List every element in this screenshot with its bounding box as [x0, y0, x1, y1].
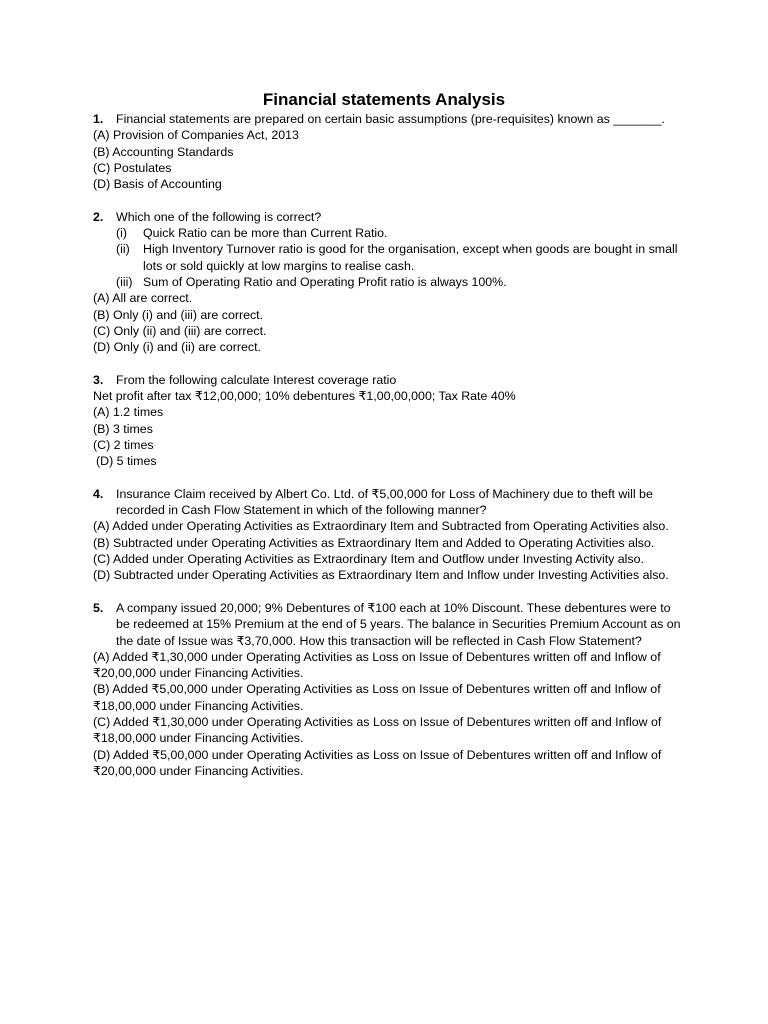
option-d: (D) 5 times: [96, 454, 157, 469]
option-c: (C) Added under Operating Activities as Extraordinary Item and Outflow under Investing Activity also.: [93, 552, 644, 567]
question-5: [93, 600, 683, 779]
option-c: (C) Only (ii) and (iii) are correct.: [93, 323, 267, 338]
question-number: 3.: [93, 372, 104, 387]
question-number: 4.: [93, 486, 104, 501]
option-b: (B) Added ₹5,00,000 under Operating Activities as Loss on Issue of Debentures written off and Inflow of ₹18,00,000 under Financing Activities.: [93, 682, 661, 713]
option-b: (B) 3 times: [93, 421, 153, 436]
option-d: (D) Subtracted under Operating Activities as Extraordinary Item and Inflow under Investing Activities also.: [93, 568, 669, 583]
question-data: Net profit after tax ₹12,00,000; 10% debentures ₹1,00,00,000; Tax Rate 40%: [93, 389, 516, 404]
option-a: (A) Provision of Companies Act, 2013: [93, 128, 299, 143]
question-number: 2.: [93, 209, 104, 224]
question-text: Insurance Claim received by Albert Co. Ltd. of ₹5,00,000 for Loss of Machinery due to theft will be recorded in Cash Flow Statement in which of the following manner?: [116, 486, 653, 518]
option-d: (D) Basis of Accounting: [93, 177, 222, 192]
option-b: (B) Accounting Standards: [93, 144, 234, 159]
question-text: Which one of the following is correct?: [116, 209, 322, 224]
statement-number: (i): [116, 226, 128, 241]
option-d: (D) Only (i) and (ii) are correct.: [93, 340, 261, 355]
question-text: From the following calculate Interest coverage ratio: [116, 372, 397, 387]
question-text: Financial statements are prepared on certain basic assumptions (pre-requisites) known as _______.: [116, 112, 665, 126]
document-title: Financial statements Analysis: [262, 90, 506, 109]
option-a: (A) All are correct.: [93, 291, 193, 306]
option-c: (C) 2 times: [93, 437, 154, 452]
question-list: [93, 111, 683, 779]
option-c: (C) Postulates: [93, 160, 172, 175]
option-a: (A) Added ₹1,30,000 under Operating Activities as Loss on Issue of Debentures written off and Inflow of ₹20,00,000 under Financing Activities.: [93, 649, 661, 681]
statement-ii: [93, 241, 683, 274]
question-3: [93, 372, 683, 470]
option-a: (A) Added under Operating Activities as Extraordinary Item and Subtracted from Operating Activities also.: [93, 519, 669, 534]
statement-i: [93, 225, 683, 241]
statement-text: Quick Ratio can be more than Current Ratio.: [143, 226, 388, 241]
question-4: [93, 486, 683, 584]
option-b: (B) Subtracted under Operating Activities as Extraordinary Item and Added to Operating Activities also.: [93, 535, 655, 550]
question-1: [93, 111, 683, 192]
statement-number: (iii): [116, 274, 133, 289]
question-number: 1.: [93, 112, 104, 126]
option-a: (A) 1.2 times: [93, 405, 164, 420]
option-c: (C) Added ₹1,30,000 under Operating Activities as Loss on Issue of Debentures written off and Inflow of ₹18,00,000 under Financing Activities.: [93, 714, 662, 746]
question-2: [93, 209, 683, 356]
statement-text: Sum of Operating Ratio and Operating Profit ratio is always 100%.: [143, 274, 507, 289]
question-number: 5.: [93, 600, 104, 615]
question-text: A company issued 20,000; 9% Debentures of ₹100 each at 10% Discount. These debentures were to be redeemed at 15% Premium at the end of 5 years. The balance in Securities Premium Account as on the date of Issue was ₹3,70,000. How this transaction will be reflected in Cash Flow Statement?: [116, 600, 681, 648]
option-b: (B) Only (i) and (iii) are correct.: [93, 307, 264, 322]
statement-text: High Inventory Turnover ratio is good for the organisation, except when goods are bought in small lots or sold quickly at low margins to realise cash.: [143, 242, 678, 273]
option-d: (D) Added ₹5,00,000 under Operating Activities as Loss on Issue of Debentures written off and Inflow of ₹20,00,000 under Financing Activities.: [93, 747, 662, 778]
statement-iii: [93, 274, 683, 290]
statement-number: (ii): [116, 242, 130, 257]
